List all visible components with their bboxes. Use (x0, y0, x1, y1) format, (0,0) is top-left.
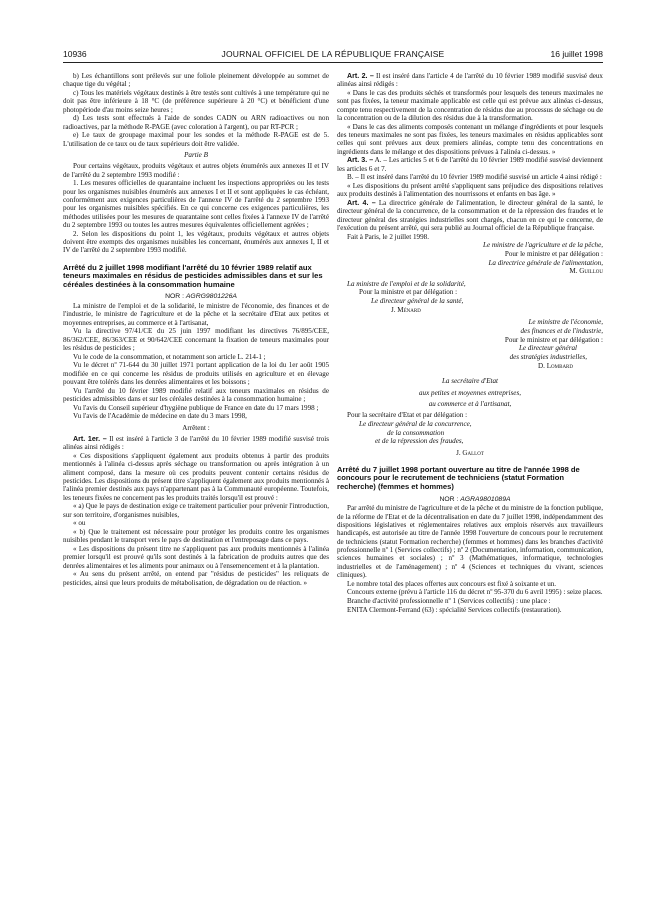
paragraph: « Les dispositions du présent titre ne s'appliquent pas aux produits mentionnés à l'alinéa premier lorsqu'il est prouvé qu'ils sont destinés à la fabrication de produits autres que des denrées alimentaires et les aliments pour animaux ou à l'ensemencement et à la plantation. (63, 545, 329, 570)
signatory-role: Le directeur général de la santé, (371, 297, 464, 306)
nor-code: AGRA9801089A (460, 495, 511, 503)
left-column (63, 72, 329, 587)
signatory-delegation: Pour le ministre et par délégation : (504, 335, 603, 344)
paragraph: ENITA Clermont-Ferrand (63) : spécialité Services collectifs (restauration). (347, 605, 562, 614)
article-label: Art. 1er. – (73, 435, 107, 444)
paragraph: e) Le taux de groupage maximal pour les sondes et la méthode R-PAGE est de 5. L'utilisation de ce taux ou de taux supérieurs doit être validée. (63, 131, 329, 148)
paragraph: Vu le décret nº 71-644 du 30 juillet 1971 portant application de la loi du 1er août 1905 modifiée en ce qui concerne les résidus de produits utilisés en agriculture et en élevage pouvant être tolérés dans les denrées alimentaires et les boissons ; (63, 361, 329, 387)
issue-date: 16 juillet 1998 (550, 49, 603, 59)
signatory-title: La secrétaire d'Etat (441, 377, 499, 386)
signatory-title: des finances et de l'industrie, (520, 327, 603, 336)
signatory-title: au commerce et à l'artisanat, (428, 399, 512, 408)
signatory-name: M. Guillou (569, 267, 603, 276)
decree-heading: Arrêté du 2 juillet 1998 modifiant l'arrêté du 10 février 1989 relatif aux teneurs maximales en résidus de pesticides admissibles dans et sur les céréales destinées à la consommation humaine (63, 262, 323, 289)
paragraph: Vu le code de la consommation, et notamment son article L. 214-1 ; (73, 352, 266, 361)
article-paragraph (337, 156, 603, 173)
paragraph: « Dans le cas des produits séchés et transformés pour lesquels des teneurs maximales ne sont pas fixées, la teneur maximale applicable est celle qui est prévue aux alinéas ci-dessus, compte tenu respectivement de la concentration de résidus due au processus de séchage ou de la concentration ou de la dilution des résidus due à la transformation. (337, 88, 603, 123)
signatory-delegation: Pour la secrétaire d'Etat et par délégation : (347, 411, 468, 420)
signatory-title: Le ministre de l'économie, (528, 318, 603, 327)
paragraph: B. – Il est inséré dans l'arrêté du 10 février 1989 modifié susvisé un article 4 ainsi rédigé : (347, 173, 602, 182)
article-text: Il est inséré dans l'article 4 de l'arrêté du 10 février 1989 modifié susvisé deux alinéas ainsi rédigés : (337, 72, 603, 89)
signatory-title: aux petites et moyennes entreprises, (419, 388, 521, 397)
signatory-role: et de la répression des fraudes, (375, 437, 464, 446)
article-label: Art. 2. – (347, 72, 374, 80)
header-rule (63, 62, 603, 63)
article-text: A. – Les articles 5 et 6 de l'arrêté du 10 février 1989 modifié susvisé deviennent les articles 6 et 7. (337, 156, 603, 173)
signatory-delegation: Pour le ministre et par délégation : (504, 249, 603, 258)
paragraph: « Dans le cas des aliments composés contenant un mélange d'ingrédients et pour lesquels des teneurs maximales ne sont pas fixées, les teneurs maximales en résidus applicables sont celles qui sont prévues aux deux premiers alinéas, compte tenu des concentrations en ingrédients dans le mélange et des dispositions prévues à l'alinéa ci-dessus. » (337, 122, 603, 156)
nor-reference (63, 293, 329, 301)
article-paragraph (337, 199, 603, 232)
paragraph: Vu la directive 97/41/CE du 25 juin 1997 modifiant les directives 76/895/CEE, 86/362/CEE, 86/363/CEE et 90/642/CEE concernant la fixation de teneurs maximales pour les résidus de pesticides ; (63, 327, 329, 353)
paragraph: « Ces dispositions s'appliquent également aux produits obtenus à partir des produits mentionnés à l'alinéa ci-dessus après séchage ou transformation ou après intégration à un aliment composé, dans la mesure où ces produits peuvent contenir certains résidus de pesticides. Les dispositions du présent titre s'appliquent également aux produits mentionnés à l'alinéa premier destinés aux pays n'appartenant pas à la Communauté européenne. Toutefois, les teneurs fixées ne concernent pas les produits traités lorsqu'il est prouvé : (63, 452, 329, 502)
paragraph: « Au sens du présent arrêté, on entend par "résidus de pesticides" les reliquats de pesticides, ainsi que leurs produits de métabolisation, de dégradation ou de réaction. » (63, 570, 329, 587)
paragraph: Branche d'activité professionnelle nº 1 (Services collectifs) : une place : (347, 596, 551, 605)
paragraph: Vu l'arrêté du 10 février 1989 modifié relatif aux teneurs maximales en résidus de pesticides admissibles dans et sur les céréales destinées à la consommation humaine ; (63, 386, 329, 404)
signatory-name: D. Lombard (538, 361, 573, 370)
arretent-label: Arrêtent : (182, 423, 210, 432)
article-text: La directrice générale de l'alimentation, le directeur général de la santé, le directeur général de la concurrence, de la consommation et de la répression des fraudes et le directeur général des stratégies industrielles sont chargés, chacun en ce qui le concerne, de l'exécution du présent arrêté, qui sera publié au Journal officiel de la République française. (337, 198, 603, 232)
signatory-role: des stratégies industrielles, (509, 352, 587, 361)
paragraph: 1. Les mesures officielles de quarantaine incluent les inspections appropriées ou les tests pour les organismes nuisibles énumérés aux annexes I et II et sont appliquées le cas échéant, conformément aux exigences particulières de l'annexe IV de l'arrêté du 2 septembre 1993 pour les organismes nuisibles spécifiés. En ce qui concerne ces exigences particulières, les méthodes utilisées pour les mesures de quarantaine sont celles fixées à l'annexe IV de l'arrêté du 2 septembre 1993 ou toutes les autres mesures équivalentes officiellement agréées ; (63, 179, 329, 230)
right-column (337, 72, 603, 614)
paragraph: La ministre de l'emploi et de la solidarité, le ministre de l'économie, des finances et de l'industrie, le ministre de l'agriculture et de la pêche et la secrétaire d'Etat aux petites et moyennes entreprises, au commerce et à l'artisanat, (63, 302, 329, 327)
signatory-name: J. Ménard (391, 305, 421, 314)
decree-heading: Arrêté du 7 juillet 1998 portant ouverture au titre de l'année 1998 de concours pour le recrutement de techniciens (statut Formation recherche) (femmes et hommes) (337, 464, 580, 492)
nor-code: AGRG9801226A (185, 293, 237, 301)
signatory-delegation: Pour la ministre et par délégation : (359, 288, 458, 297)
paragraph: Vu l'avis de l'Académie de médecine en date du 3 mars 1998, (73, 412, 247, 421)
article-text: Il est inséré à l'article 3 de l'arrêté du 10 février 1989 modifié susvisé trois alinéas ainsi rédigés : (63, 435, 329, 452)
signatory-role: Le directeur général (518, 344, 577, 353)
paragraph: Pour certains végétaux, produits végétaux et autres objets énumérés aux annexes II et IV de l'arrêté du 2 septembre 1993 modifié : (63, 162, 329, 179)
journal-title: JOURNAL OFFICIEL DE LA RÉPUBLIQUE FRANÇAISE (221, 49, 445, 59)
signatory-title: Le ministre de l'agriculture et de la pêche, (483, 241, 603, 250)
paragraph: Par arrêté du ministre de l'agriculture et de la pêche et du ministre de la fonction publique, de la réforme de l'Etat et de la décentralisation en date du 7 juillet 1998, indépendamment des dispositions législatives et réglementaires relatives aux emplois réservés aux travailleurs handicapés, est autorisée au titre de l'année 1998 l'ouverture de concours pour le recrutement de techniciens (statut Formation recherche) (femmes et hommes) dans les branches d'activité professionnelle nº 1 (Services collectifs) ; nº 2 (Documentation, information, communication, sciences humaines et sociales) ; nº 3 (Mathématiques, informatique, technologies industrielles et de l'aménagement) ; nº 4 (Sciences et techniques du vivant, sciences cliniques). (337, 504, 603, 580)
article-paragraph (63, 435, 329, 452)
page-number: 10936 (63, 49, 87, 59)
signatory-role: de la consommation (387, 428, 445, 437)
article-paragraph (337, 72, 603, 89)
article-label: Art. 3. – (347, 156, 374, 165)
paragraph: « ou (73, 519, 86, 528)
signatory-role: Le directeur général de la concurrence, (359, 419, 472, 428)
paragraph: Concours externe (prévu à l'article 116 du décret nº 95-370 du 6 avril 1995) : seize places. (347, 588, 603, 597)
paragraph: c) Tous les matériels végétaux destinés à être testés sont cultivés à une température qui ne doit pas être inférieure à 18 °C (de préférence supérieure à 20 °C) et bénéficient d'une photopériode d'au moins seize heures ; (63, 88, 329, 114)
nor-label: NOR : (165, 293, 184, 301)
article-label: Art. 4. – (347, 198, 376, 207)
signatory-name: J. Gallot (456, 448, 484, 457)
signatory-title: La ministre de l'emploi et de la solidarité, (347, 279, 466, 288)
paragraph: « Les dispositions du présent arrêté s'appliquent sans préjudice des dispositions relatives aux produits destinés à l'alimentation des nourrissons et enfants en bas âge. » (337, 181, 603, 199)
signatory-role: La directrice générale de l'alimentation, (488, 258, 603, 267)
paragraph: 2. Selon les dispositions du point 1, les végétaux, produits végétaux et autres objets doivent être exempts des organismes nuisibles les concernant, énumérés aux annexes I, II et IV de l'arrêté du 2 septembre 1993 modifié. (63, 229, 329, 255)
paragraph: « a) Que le pays de destination exige ce traitement particulier pour prévenir l'introduction, sur son territoire, d'organismes nuisibles, (63, 502, 329, 519)
section-title: Partie B (184, 150, 208, 159)
page-header (63, 49, 603, 61)
paragraph: Le nombre total des places offertes aux concours est fixé à soixante et un. (347, 579, 557, 588)
nor-label: NOR : (439, 495, 459, 503)
paragraph: « b) Que le traitement est nécessaire pour protéger les produits contre les organismes nuisibles pendant le transport vers le pays de destination et l'entreposage dans ce pays. (63, 528, 329, 545)
paragraph: b) Les échantillons sont prélevés sur une foliole pleinement développée au sommet de chaque tige du végétal ; (63, 72, 329, 89)
signature-place-date: Fait à Paris, le 2 juillet 1998. (347, 232, 429, 241)
nor-reference (337, 496, 603, 504)
paragraph: d) Les tests sont effectués à l'aide de sondes CADN ou ARN radioactives ou non radioactives, par la méthode R-PAGE (avec coloration à l'argent), ou par RT-PCR ; (63, 114, 329, 131)
paragraph: Vu l'avis du Conseil supérieur d'hygiène publique de France en date du 17 mars 1998 ; (73, 403, 319, 412)
